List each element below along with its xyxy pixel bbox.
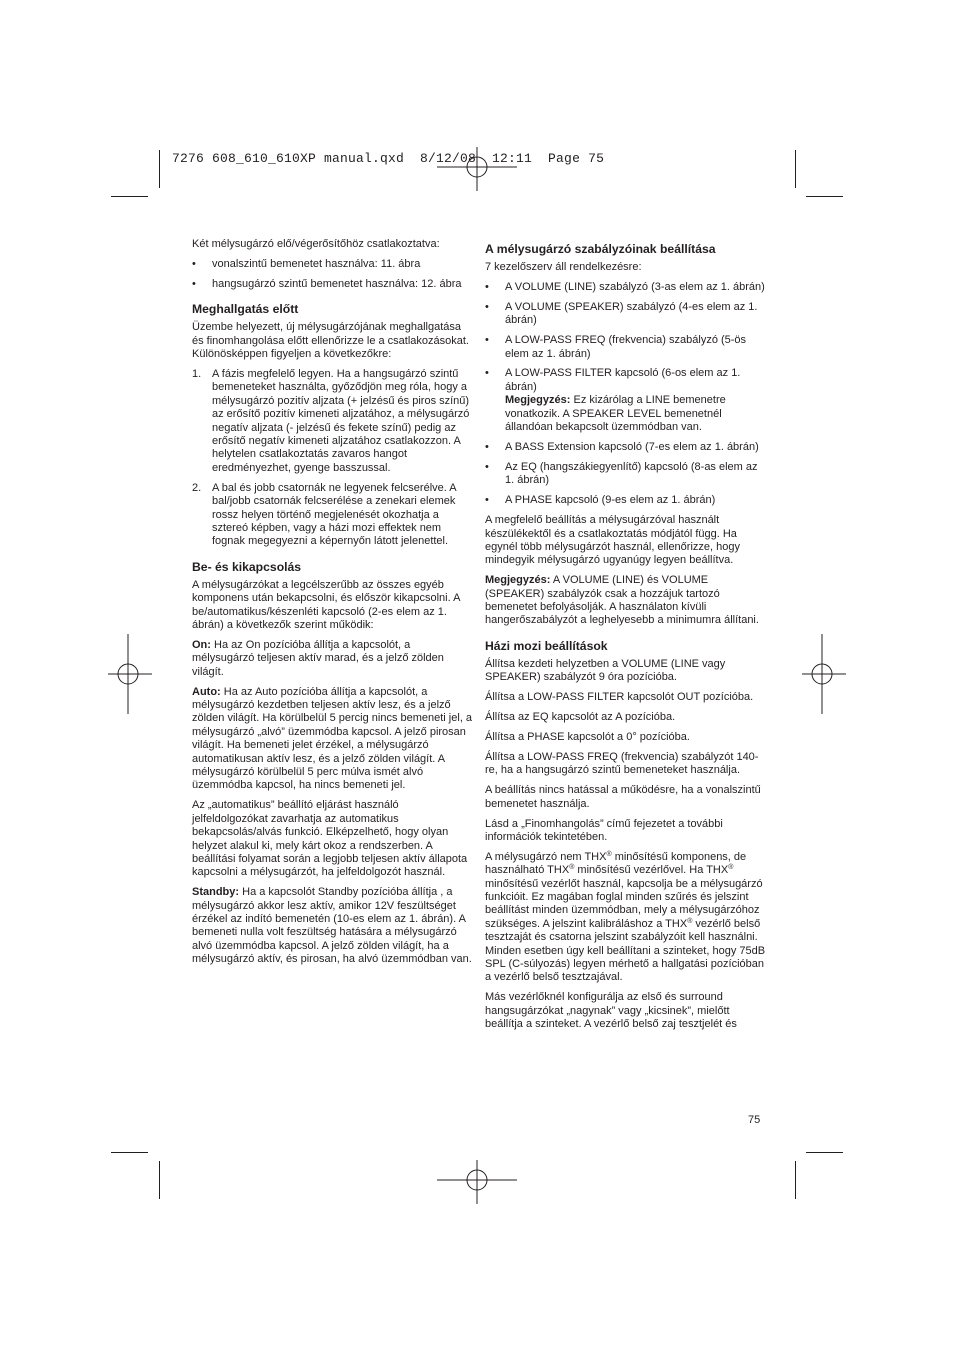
settings-paragraph: A megfelelő beállítás a mélysugárzóval használt készülékektől és a csatlakoztatás módjától függ. Ha egynél több mélysugárzót használ, ellenőrizze, hogy mindegyik mélysugárzó ugyanúgy legyen beállítva. [485, 514, 740, 567]
list-item: • A LOW-PASS FREQ (frekvencia) szabályzó (5-ös elem az 1. ábrán) [485, 334, 747, 360]
crop-mark-bottom-right-vertical [795, 1161, 796, 1199]
standby-mode-paragraph: Standby: Ha a kapcsolót Standby pozícióba állítja , a mélysugárzó akkor lesz aktív, amikor 12V feszültséget érzékel az indító bemenetén (10-es elem az 1. ábrán). A bemeneti nulla volt feszültség hatására a mélysugárzó alvó üzemmódba kapcsol. A jelző zölden világít, ha a mélysugárzó aktív, és pirosan, ha alvó üzemmódban van. [192, 886, 472, 966]
home-paragraph: Állítsa a LOW-PASS FILTER kapcsolót OUT pozícióba. [485, 691, 754, 704]
list-number: 2. [192, 481, 202, 494]
bullet-icon: • [485, 494, 489, 507]
controls-intro: 7 kezelőszerv áll rendelkezésre: [485, 261, 642, 273]
on-label: On: [192, 638, 211, 651]
list-item: • A PHASE kapcsoló (9-es elem az 1. ábrán) [485, 494, 716, 507]
note-label: Megjegyzés: [485, 574, 551, 587]
file-slug-line: 7276 608_610_610XP manual.qxd 8/12/08 12:11 Page 75 [172, 151, 605, 166]
list-item: 1. A fázis megfelelő legyen. Ha a hangsugárzó szintű bemeneteket használta, győződjön meg róla, hogy a mélysugárzó pozitív aljzata (+ jelzésű és piros színű) az erősítő pozitív kimeneti aljzatához, a mélysugárzó negatív aljzata (- jelzésű és fekete színű) pedig az erősítő negatív kimeneti aljzatához csatlakozzon. A helytelen csatlakoztatás zavaros hangot eredményezhet, gyenge basszussal. [192, 367, 470, 474]
connection-list [192, 258, 473, 291]
controls-list [485, 281, 766, 508]
registered-mark: ® [687, 917, 693, 925]
thx-paragraph: A mélysugárzó nem THX® minősítésű komponens, de használható THX® minősítésű vezérlővel. Ha THX® minősítésű vezérlőt használ, kapcsolja be a mélysugárzó funkcióit. Ez magában foglal minden szűrés és jelszint beállítást minden üzemmódban, mely a mélysugárzóhoz szükséges. A jelszint kalibráláshoz a THX® vezérlő belső tesztzaját és csatorna jelszint szabályzóit kell használni. Minden esetben úgy kell beállítani a szinteket, hogy 75dB SPL (C-súlyozás) legyen mérhető a hallgatási pozícióban a vezérlő belső tesztzajával. [485, 850, 766, 984]
crop-mark-top-left-vertical [159, 150, 160, 188]
list-item: • hangsugárzó szintű bemenetet használva: 12. ábra [192, 277, 462, 290]
home-paragraph: Állítsa kezdeti helyzetben a VOLUME (LINE vagy SPEAKER) szabályzót 9 óra pozícióba. [485, 657, 726, 684]
crop-mark-bottom-left-horizontal [111, 1152, 148, 1153]
bullet-icon: • [485, 460, 489, 473]
bullet-icon: • [485, 300, 489, 313]
right-column [485, 238, 766, 1038]
registration-mark-bottom [437, 1160, 517, 1204]
list-number: 1. [192, 367, 202, 380]
on-off-paragraph: A mélysugárzókat a legcélszerűbb az összes egyéb komponens után bekapcsolni, és először kikapcsolni. A be/automatikus/készenléti kapcsoló (2-es elem az 1. ábrán) a következők szerint működik: [192, 578, 460, 631]
standby-label: Standby: [192, 886, 240, 899]
note-label: Megjegyzés: [505, 394, 571, 407]
on-mode-paragraph: On: Ha az On pozícióba állítja a kapcsolót, a mélysugárzó teljesen aktív marad, és a jelző zölden világít. [192, 638, 444, 678]
crop-mark-top-right-horizontal [806, 196, 843, 197]
auto-warning-paragraph: Az „automatikus” beállító eljárást használó jelfeldolgozókat zavarhatja az automatikus bekapcsolás/alvás funkció. Elképzelhető, hogy olyan helyzet alakul ki, mely kárt okoz a rendszerben. A beállítási folyamat során a legjobb teljesen aktív állapota kapcsolni a mélysugárzót, ha jelfeldolgozót használ. [192, 799, 468, 879]
registered-mark: ® [606, 850, 612, 858]
list-item: • Az EQ (hangszákiegyenlítő) kapcsoló (8-as elem az 1. ábrán) [485, 460, 758, 487]
bullet-icon: • [485, 367, 489, 380]
left-column [192, 238, 473, 973]
registration-mark-top [437, 147, 517, 191]
home-paragraph: Állítsa a PHASE kapcsolót a 0° pozícióba. [485, 730, 690, 743]
list-item: • A VOLUME (SPEAKER) szabályzó (4-es elem az 1. ábrán) [485, 300, 758, 327]
bullet-icon: • [485, 334, 489, 347]
list-item: • A BASS Extension kapcsoló (7-es elem az 1. ábrán) [485, 440, 759, 453]
crop-mark-bottom-left-vertical [159, 1161, 160, 1199]
heading-listening: Meghallgatás előtt [192, 302, 299, 317]
list-item: • vonalszintű bemenetet használva: 11. ábra [192, 257, 421, 270]
heading-controls: A mélysugárzó szabályzóinak beállítása [485, 242, 716, 256]
bullet-icon: • [192, 257, 196, 270]
auto-mode-paragraph: Auto: Ha az Auto pozícióba állítja a kapcsolót, a mélysugárzó kezdetben teljesen aktív lesz, és a jelző zölden világít. Ha körülbelül 5 percig nincs bemeneti jel, a mélysugárzó „alvó” üzemmódba kapcsol. A jelző pirosan világít. Ha bemeneti jelet érzékel, a mélysugárzó automatikusan aktív lesz, és a jelző zölden világít. A mélysugárzó körülbelül 5 perc múlva ismét alvó üzemmódba kapcsol, ha nincs bemeneti jel. [192, 685, 473, 792]
bullet-icon: • [485, 280, 489, 293]
home-paragraph: Lásd a „Finomhangolás” című fejezetet a további információk tekintetében. [485, 817, 723, 843]
registered-mark: ® [728, 864, 734, 872]
list-item: 2. A bal és jobb csatornák ne legyenek felcserélve. A bal/jobb csatornák felcserélése a zenekari elemek rossz helyen történő megjelenését okozhatja a sztereó képben, vagy a házi mozi effektek nem fognak megegyezni a képernyőn látott jelenettel. [192, 481, 456, 548]
listening-paragraph: Üzembe helyezett, új mélysugárzójának meghallgatása és finomhangolása előtt ellenőrizze le a csatlakozásokat. Különösképpen figyeljen a következőkre: [192, 321, 469, 361]
home-paragraph: A beállítás nincs hatással a működésre, ha a vonalszintű bemenetet használja. [485, 784, 761, 810]
home-paragraph: Állítsa a LOW-PASS FREQ (frekvencia) szabályzót 140-re, ha a hangsugárzó szintű bemeneteket használja. [485, 750, 759, 777]
surround-paragraph: Más vezérlőknél konfigurálja az első és surround hangsugárzókat „nagynak” vagy „kicsinek”, mielőtt beállítja a szinteket. A vezérlő belső zaj tesztjelét és [485, 991, 737, 1031]
list-item: • A VOLUME (LINE) szabályzó (3-as elem az 1. ábrán) [485, 280, 765, 293]
bullet-icon: • [192, 277, 196, 290]
volume-note-paragraph: Megjegyzés: A VOLUME (LINE) és VOLUME (SPEAKER) szabályzók csak a hozzájuk tartozó bemenetet befolyásolják. A használaton kívüli hangerőszabályzót a leghelyesebb a minimumra állítani. [485, 574, 759, 627]
list-item: • A LOW-PASS FILTER kapcsoló (6-os elem az 1. ábrán) Megjegyzés: Ez kizárólag a LINE bemenetre vonatkozik. A SPEAKER LEVEL bemenetnél állandóan bekapcsolt üzemmódban van. [485, 367, 741, 434]
heading-home-theater: Házi mozi beállítások [485, 638, 608, 653]
crop-mark-top-right-vertical [795, 150, 796, 188]
crop-mark-top-left-horizontal [111, 196, 148, 197]
connection-intro: Két mélysugárzó elő/végerősítőhöz csatlakoztatva: [192, 238, 440, 250]
auto-label: Auto: [192, 685, 221, 698]
registered-mark: ® [569, 864, 575, 872]
registration-mark-right [802, 634, 846, 714]
crop-mark-bottom-right-horizontal [806, 1152, 843, 1153]
registration-mark-left [108, 634, 152, 714]
heading-on-off: Be- és kikapcsolás [192, 559, 302, 574]
home-paragraph: Állítsa az EQ kapcsolót az A pozícióba. [485, 711, 676, 724]
bullet-icon: • [485, 440, 489, 453]
page-number: 75 [748, 1114, 761, 1126]
check-list [192, 368, 473, 549]
